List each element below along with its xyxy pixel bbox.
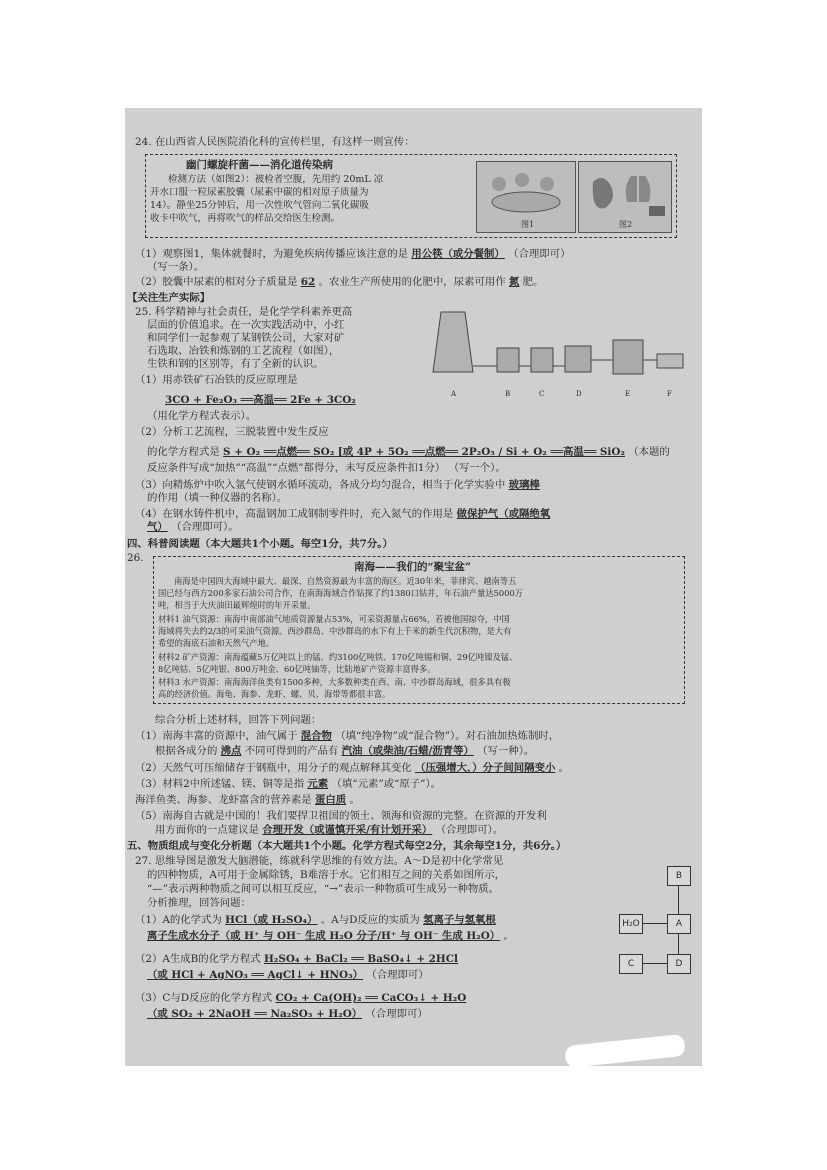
q26-part1-text-b: （填“纯净物”或“混合物”）。对石油加热炼制时， [335, 730, 560, 742]
q26-part3-tail: （填“元素”或“原子”）。 [331, 778, 442, 790]
q26-part1-text-c: 根据各成分的 [155, 745, 218, 757]
node-d: D [667, 954, 691, 974]
link-a-d [678, 934, 679, 954]
q25-fig-label: D [576, 390, 582, 398]
q24-figure-1-caption: 图1 [521, 220, 535, 229]
q25-part2-note: （本题的 [628, 446, 670, 458]
q26-answer-2: （压强增大，）分子间间隔变小 [415, 762, 556, 774]
q27-relation-diagram [615, 864, 695, 974]
q25-part1-note: （用化学方程式表示）。 [147, 410, 257, 422]
q24-part1-note: （合理即可） [508, 248, 571, 260]
q25-fig-label: A [451, 390, 457, 398]
q27-answer-3b: （或 SO₂ + 2NaOH ══ Na₂SO₃ + H₂O） [147, 1008, 363, 1020]
link-a-h2o [643, 923, 667, 924]
q24-answer-1: 用公筷（或分餐制） [411, 248, 505, 260]
q27-part2-note: （合理即可） [366, 969, 429, 981]
q25-part4-text: （4）在钢水铸件机中，高温钢加工成钢制零件时，充入氮气的作用是 [135, 508, 454, 520]
q27-intro-line: “—”表示两种物质之间可以相互反应，“→”表示一种物质可生成另一种物质。 [147, 883, 500, 895]
q27-part1-text: （1）A的化学式为 [135, 914, 222, 926]
section-focus-heading: 【关注生产实际】 [127, 292, 211, 304]
q26-part5-tail: （合理即可）。 [435, 824, 504, 836]
q27-part3-note: （合理即可） [365, 1008, 428, 1020]
q24-part1-text: （1）观察图1，集体就餐时，为避免疾病传播应该注意的是 [135, 248, 408, 260]
q26-part4-tail: 。 [349, 794, 360, 806]
q26-article-box [153, 556, 685, 704]
q27-part1-text-b: 。A与D反应的实质为 [320, 914, 420, 926]
q25-answer-3: 玻璃棒 [508, 479, 540, 491]
q25-part4-note: （合理即可）。 [171, 521, 239, 533]
section4-heading: 四、科普阅读题（本大题共1个小题。每空1分，共7分。） [127, 538, 393, 550]
q26-part5-text: （5）南海自古就是中国的！我们要捍卫祖国的领土、领海和资源的完整。在资源的开发利 [135, 810, 547, 822]
q25-part2-note-b: 反应条件写成“加热”“高温”“点燃”都得分，未写反应条件扣1分） [147, 462, 446, 474]
q25-equation-1: 3CO + Fe₂O₃ ══高温══ 2Fe + 3CO₂ [165, 394, 356, 406]
q25-part2-text: （2）分析工艺流程，三脱装置中发生反应 [135, 426, 329, 438]
q24-part2-text: （2）胶囊中尿素的相对分子质量是 [135, 276, 298, 288]
q26-article-line: 8亿吨钴、5亿吨银、800万吨金、60亿吨铀等，比陆地矿产资源丰富得多。 [158, 664, 436, 674]
q24-stem: 24. 在山西省人民医院消化科的宣传栏里，有这样一则宣传： [135, 136, 415, 148]
q26-answer-3: 元素 [307, 778, 329, 790]
q27-answer-2b: （或 HCl + AgNO₃ ══ AgCl↓ + HNO₃） [147, 969, 364, 981]
q27-answer-1c: 离子生成水分子（或 H⁺ 与 OH⁻ 生成 H₂O 分子/H⁺ 与 OH⁻ 生成 H₂O） [147, 930, 501, 942]
q26-part2-tail: 。 [558, 762, 570, 774]
q25-intro-line: 石选取、冶铁和炼钢的工艺流程（如图）， [147, 345, 340, 357]
q26-article-title: 南海——我们的“聚宝盆” [354, 561, 472, 573]
q26-article-line: 材料1 油气资源：南海中南部油气地质资源量占53%，可采资源量占66%，若被他国掠夺，中国 [158, 614, 510, 624]
q25-equation-2: S + O₂ ══点燃══ SO₂ [或 4P + 5O₂ ══点燃══ 2P₂O₅ / Si + O₂ ══高温══ SiO₂ [223, 446, 625, 458]
q26-article-line: 南海是中国四大海域中最大、最深、自然资源最为丰富的海区。近30年来，菲律宾、越南等五 [174, 576, 517, 586]
q25-part3-text: （3）向精炼炉中吹入氩气使钢水循环流动，各成分均匀混合，相当于化学实验中 [135, 479, 506, 491]
q24-part2-tail: 肥。 [522, 276, 544, 288]
q25-process-figure [421, 300, 691, 400]
q25-intro-line: 层面的价值追求。在一次实践活动中，小红 [147, 319, 345, 331]
node-c: C [619, 954, 643, 974]
q26-part1-text: （1）南海丰富的资源中，油气属于 [135, 730, 298, 742]
q26-article-line: 海域将失去约2/3的可采油气资源。西沙群岛、中沙群岛的水下有上千米的新生代沉积物，是大有 [158, 626, 512, 636]
q26-article-line: 材料2 矿产资源：南海蕴藏5万亿吨以上的锰、约3100亿吨铁、170亿吨锡和铜、29亿吨镍及锰、 [158, 652, 518, 662]
node-a: A [667, 914, 691, 934]
q24-notice-line: 检测方法（如图2）：被检者空腹，先用约 20mL 凉 [168, 174, 384, 185]
q25-part3-tail: 的作用（填一种仪器的名称）。 [147, 492, 288, 504]
q26-part2-text: （2）天然气可压缩储存于钢瓶中，用分子的观点解释其变化 [135, 762, 412, 774]
link-c-d [643, 963, 667, 964]
q27-intro-line: 分析推理，回答问题： [147, 897, 251, 909]
q25-fig-label: C [539, 390, 545, 398]
q24-figure-1-dining [476, 161, 576, 233]
node-b: B [667, 866, 691, 886]
q25-part1-text: （1）用赤铁矿石冶铁的反应原理是 [135, 374, 298, 386]
q25-answer-4b: 气） [147, 521, 168, 533]
q27-answer-2: H₂SO₄ + BaCl₂ ══ BaSO₄↓ + 2HCl [263, 953, 458, 965]
q25-part2-text-b: 的化学方程式是 [147, 446, 220, 458]
q25-intro-line: 和同学们一起参观了某钢铁公司，大家对矿 [147, 332, 345, 344]
q24-answer-3: 氮 [508, 276, 520, 288]
q27-intro-line: 的四种物质，A可用于金属除锈，B难溶于水。它们相互之间的关系如图所示， [147, 869, 506, 881]
section5-heading: 五、物质组成与变化分析题（本大题共1个小题。化学方程式每空2分，其余每空1分，共6分。） [127, 840, 567, 852]
q26-article-line: 高的经济价值。海龟、海参、龙虾、螺、贝、海带等都很丰富。 [158, 689, 391, 699]
q25-fig-label: F [667, 390, 672, 398]
q26-part3-text: （3）材料2中所述锰、镁、铜等是指 [135, 778, 305, 790]
q25-answer-4: 做保护气（或隔绝氧 [456, 508, 551, 520]
q27-answer-1: HCl（或 H₂SO₄） [225, 914, 318, 926]
stomach-lungs-icon [579, 162, 671, 222]
q27-part1-tail: 。 [503, 930, 514, 942]
q26-article-line: 吨，相当于大庆油田最辉煌时的年开采量。 [158, 600, 316, 610]
q25-part2-tail: （写一个）。 [448, 462, 506, 474]
q25-fig-label: B [505, 390, 511, 398]
q24-notice-line: 收卡中吹气，再将吹气的样品交给医生检测。 [150, 213, 341, 224]
q27-answer-1b: 氢离子与氢氧根 [423, 914, 496, 926]
node-h2o: H₂O [619, 914, 643, 934]
q27-part2-text: （2）A生成B的化学方程式 [135, 953, 261, 965]
q24-notice-line: 开水口服一粒尿素胶囊（尿素中碳的相对原子质量为 [150, 187, 369, 198]
q25-fig-label: E [625, 390, 631, 398]
q24-figure-2-caption: 图2 [619, 220, 633, 229]
q24-part1-tail: （写一条）。 [147, 261, 205, 273]
q27-intro-line: 27. 思维导图是激发大脑潜能，练就科学思维的有效方法。A～D是初中化学常见 [135, 855, 504, 867]
q24-notice-line: 14）。静坐25分钟后，用一次性吹气管向二氧化碳吸 [150, 200, 369, 211]
q26-part5-text-b: 用方面你的一点建议是 [155, 824, 259, 836]
q24-answer-2: 62 [300, 276, 316, 288]
steel-process-diagram-icon [421, 300, 691, 388]
q27-part3-text: （3）C与D反应的化学方程式 [135, 992, 273, 1004]
q27-answer-3: CO₂ + Ca(OH)₂ ══ CaCO₃↓ + H₂O [275, 992, 467, 1004]
scanned-answer-page [125, 108, 702, 1066]
q26-number: 26. [127, 552, 144, 564]
q25-intro-line: 25. 科学精神与社会责任，是化学学科素养更高 [135, 306, 353, 318]
q26-answer-1c: 汽油（或柴油/石蜡/沥青等） [341, 745, 474, 757]
dining-illustration-icon [477, 162, 575, 222]
q26-part1-tail: （写一种）。 [477, 745, 535, 757]
q24-figure-2-test [578, 161, 672, 233]
q26-article-line: 国已经与西方200多家石油公司合作，在南海海域合作钻探了约1380口钻井，年石油产量达5000万 [158, 588, 524, 598]
q26-part4-text: 海洋鱼类、海参、龙虾富含的营养素是 [135, 794, 312, 806]
q26-answer-4: 蛋白质 [314, 794, 347, 806]
q26-part1-text-d: 不同可得到的产品有 [244, 745, 339, 757]
q26-answer-1: 混合物 [300, 730, 332, 742]
link-a-b [678, 886, 679, 914]
q26-lead: 综合分析上述材料，回答下列问题： [155, 714, 322, 726]
q26-answer-1b: 沸点 [220, 745, 242, 757]
q25-intro-line: 生铁和钢的区别等，有了全新的认识。 [147, 358, 324, 370]
q26-answer-5: 合理开发（或谨慎开采/有计划开采） [262, 824, 433, 836]
q24-part2-text-b: 。农业生产所使用的化肥中，尿素可用作 [318, 276, 506, 288]
q26-article-line: 希望的海底石油和天然气产地。 [158, 638, 275, 648]
q24-notice-box [145, 154, 677, 238]
q26-article-line: 材料3 水产资源：南海海洋鱼类有1500多种，大多数种类在西、南、中沙群岛海域，很多具有极 [158, 677, 511, 687]
q24-notice-title: 幽门螺旋杆菌——消化道传染病 [186, 159, 333, 171]
